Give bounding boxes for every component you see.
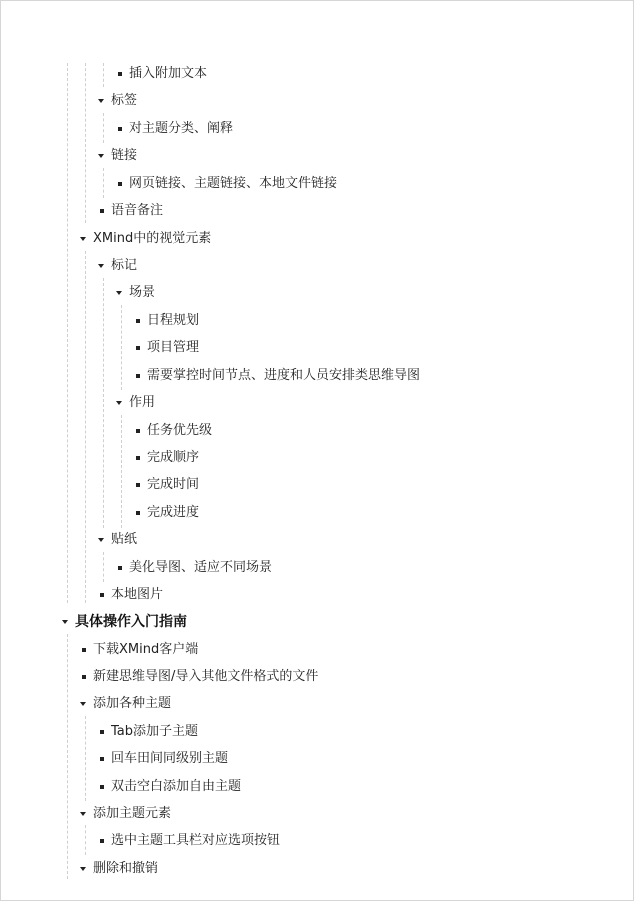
bullet-icon [133, 475, 147, 495]
outline-item[interactable] [115, 119, 233, 139]
bullet-icon [115, 558, 129, 578]
outline-item-label: 选中主题工具栏对应选项按钮 [111, 833, 281, 848]
outline-item-label: 回车田间同级别主题 [111, 751, 229, 766]
outline-item-label: 添加各种主题 [93, 696, 172, 711]
bullet-icon [133, 311, 147, 331]
bullet-icon [133, 366, 147, 386]
bullet-icon [97, 722, 111, 742]
outline-item[interactable] [133, 475, 199, 495]
bullet-icon [115, 119, 129, 139]
outline-item[interactable] [115, 283, 155, 303]
outline-item-label: 美化导图、适应不同场景 [129, 560, 273, 575]
bullet-icon [133, 503, 147, 523]
outline-item-label: 作用 [129, 395, 156, 410]
outline-item[interactable] [133, 448, 199, 468]
bullet-icon [97, 585, 111, 605]
bullet-icon [79, 667, 93, 687]
indent-guide [67, 63, 68, 603]
outline-item-label: 语音备注 [111, 203, 164, 218]
outline-item-label: 需要掌控时间节点、进度和人员安排类思维导图 [147, 368, 421, 383]
indent-guide [121, 415, 122, 528]
outline-item[interactable] [115, 174, 337, 194]
bullet-icon [97, 831, 111, 851]
outline-item-label: 日程规划 [147, 313, 200, 328]
outline-section-heading[interactable] [61, 612, 187, 632]
outline-item[interactable] [97, 585, 163, 605]
outline-item[interactable] [97, 722, 198, 742]
outline-item[interactable] [115, 558, 272, 578]
outline-item[interactable] [79, 229, 211, 249]
outline-item[interactable] [133, 338, 199, 358]
indent-guide [121, 305, 122, 390]
outline-item[interactable] [133, 366, 420, 386]
outline-item[interactable] [97, 201, 163, 221]
outline-item-label: 完成进度 [147, 505, 200, 520]
collapse-caret-icon[interactable] [115, 283, 129, 303]
outline-item[interactable] [79, 804, 171, 824]
outline-item-label: 插入附加文本 [129, 66, 208, 81]
outline-item-label: 链接 [111, 148, 138, 163]
outline-item-label: 完成时间 [147, 477, 200, 492]
outline-item-label: 下载XMind客户端 [93, 642, 199, 657]
outline-item[interactable] [115, 393, 155, 413]
collapse-caret-icon[interactable] [79, 694, 93, 714]
collapse-caret-icon[interactable] [61, 612, 75, 632]
outline-item-label: 双击空白添加自由主题 [111, 779, 242, 794]
outline-item[interactable] [133, 503, 199, 523]
indent-guide [85, 825, 86, 855]
outline-item-label: 完成顺序 [147, 450, 200, 465]
outline-item[interactable] [97, 749, 228, 769]
outline-item[interactable] [97, 146, 137, 166]
bullet-icon [115, 174, 129, 194]
outline-item-label: 项目管理 [147, 340, 200, 355]
outline-item[interactable] [79, 859, 158, 879]
outline-item[interactable] [79, 667, 318, 687]
indent-guide [67, 634, 68, 879]
indent-guide [85, 63, 86, 223]
collapse-caret-icon[interactable] [97, 530, 111, 550]
outline-item[interactable] [115, 64, 207, 84]
outline-item[interactable] [133, 311, 199, 331]
outline-item-label: 添加主题元素 [93, 806, 172, 821]
outline-item[interactable] [97, 831, 280, 851]
bullet-icon [115, 64, 129, 84]
outline-item-label: 贴纸 [111, 532, 138, 547]
outline-item-label: 标签 [111, 93, 138, 108]
collapse-caret-icon[interactable] [115, 393, 129, 413]
outline-item-label: 标记 [111, 258, 138, 273]
bullet-icon [97, 777, 111, 797]
collapse-caret-icon[interactable] [97, 91, 111, 111]
outline-item[interactable] [97, 91, 137, 111]
collapse-caret-icon[interactable] [97, 256, 111, 276]
outline-item[interactable] [133, 421, 212, 441]
indent-guide [103, 552, 104, 582]
collapse-caret-icon[interactable] [79, 859, 93, 879]
outline-item[interactable] [79, 694, 171, 714]
outline-item-label: 任务优先级 [147, 423, 213, 438]
collapse-caret-icon[interactable] [79, 804, 93, 824]
indent-guide [85, 251, 86, 603]
indent-guide [103, 278, 104, 528]
outline-item[interactable] [79, 640, 198, 660]
outline-item-label: 对主题分类、阐释 [129, 121, 234, 136]
indent-guide [103, 63, 104, 87]
outline-item-label: 删除和撤销 [93, 861, 159, 876]
outline-item-label: 本地图片 [111, 587, 164, 602]
bullet-icon [97, 749, 111, 769]
bullet-icon [97, 201, 111, 221]
outline-item-label: XMind中的视觉元素 [93, 231, 212, 246]
collapse-caret-icon[interactable] [79, 229, 93, 249]
indent-guide [85, 716, 86, 801]
bullet-icon [133, 448, 147, 468]
outline-item-label: Tab添加子主题 [111, 724, 199, 739]
outline-item-label: 具体操作入门指南 [75, 614, 187, 630]
bullet-icon [133, 338, 147, 358]
outline-item[interactable] [97, 256, 137, 276]
collapse-caret-icon[interactable] [97, 146, 111, 166]
bullet-icon [79, 640, 93, 660]
bullet-icon [133, 421, 147, 441]
outline-item-label: 场景 [129, 285, 156, 300]
outline-item[interactable] [97, 530, 137, 550]
outline-item-label: 新建思维导图/导入其他文件格式的文件 [93, 669, 319, 684]
outline-item[interactable] [97, 777, 241, 797]
indent-guide [103, 168, 104, 198]
indent-guide [103, 113, 104, 143]
outline-item-label: 网页链接、主题链接、本地文件链接 [129, 176, 338, 191]
